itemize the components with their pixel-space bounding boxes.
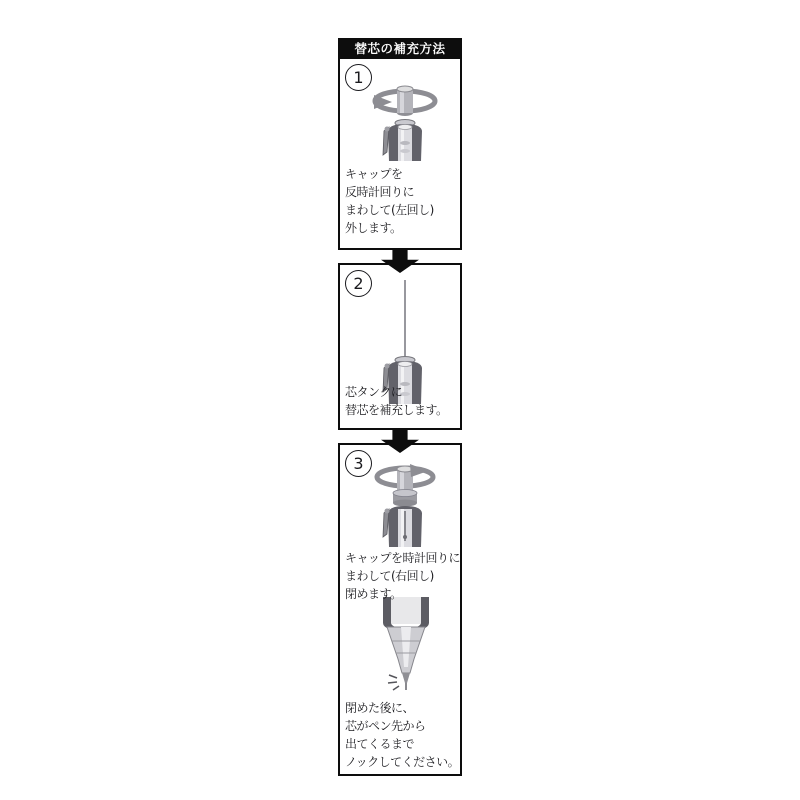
caption-line: 反時計回りに bbox=[345, 185, 415, 199]
step-1-number: 1 bbox=[353, 68, 364, 87]
caption-line: 外します。 bbox=[345, 221, 402, 235]
step-3-number-badge bbox=[345, 450, 372, 477]
step-2-box bbox=[338, 263, 462, 430]
caption-line: ノックしてください。 bbox=[345, 755, 460, 769]
caption-line: まわして(右回し) bbox=[345, 569, 434, 583]
pen-tip-knock-illustration bbox=[371, 597, 441, 697]
pen-cap-unscrew-illustration bbox=[348, 81, 452, 163]
step-1-box bbox=[338, 57, 462, 250]
pen-tip-cone bbox=[387, 627, 425, 673]
step-1-number-badge bbox=[345, 64, 372, 91]
caption-line: 芯タンクに bbox=[345, 385, 403, 399]
caption-line: 芯がペン先から bbox=[345, 719, 426, 733]
caption-line: 替芯を補充します。 bbox=[345, 403, 448, 417]
sparkle-icon bbox=[388, 675, 399, 690]
caption-line: 出てくるまで bbox=[345, 737, 415, 751]
caption-line: 閉めます。 bbox=[345, 587, 402, 601]
pen-cap bbox=[397, 86, 413, 116]
step-2-caption bbox=[345, 383, 448, 419]
step-3-caption-2 bbox=[345, 699, 459, 771]
pen-body bbox=[383, 506, 422, 547]
caption-line: キャップを bbox=[345, 167, 403, 181]
caption-line: キャップを時計回りに bbox=[345, 551, 461, 565]
title-bar bbox=[338, 38, 462, 58]
caption-line: 閉めた後に、 bbox=[345, 701, 415, 715]
step-1-caption bbox=[345, 165, 434, 237]
step-2-number: 2 bbox=[353, 274, 364, 293]
step-3-number: 3 bbox=[353, 454, 364, 473]
rotation-arrowhead-icon bbox=[410, 464, 428, 477]
step-3-box bbox=[338, 443, 462, 776]
step-3-caption bbox=[345, 549, 460, 603]
pen-tip bbox=[402, 673, 410, 683]
step-2-number-badge bbox=[345, 270, 372, 297]
title-text: 替芯の補充方法 bbox=[354, 41, 446, 56]
caption-line: まわして(左回し) bbox=[345, 203, 434, 217]
pen-body bbox=[383, 120, 422, 162]
